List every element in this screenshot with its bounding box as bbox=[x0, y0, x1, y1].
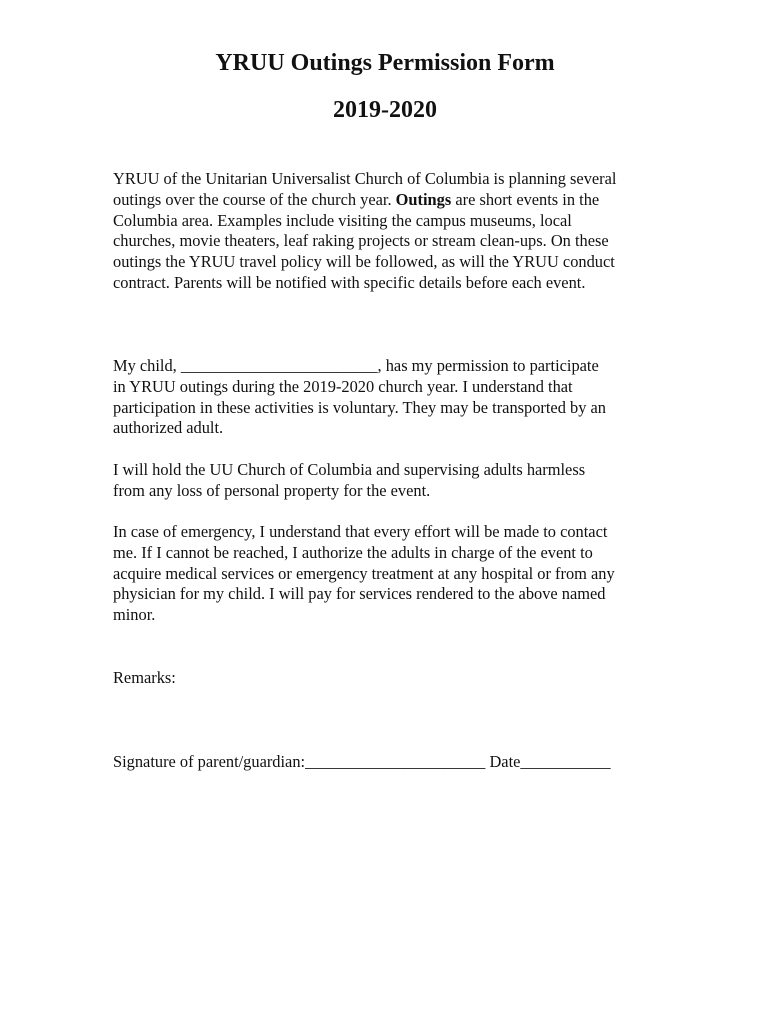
form-year: 2019-2020 bbox=[333, 97, 437, 123]
intro-bold-term: Outings bbox=[395, 189, 452, 209]
form-title: YRUU Outings Permission Form bbox=[215, 50, 555, 76]
intro-text-start: YRUU of the Unitarian Universalist Church of Columbia is planning several outings over the course of the church year. bbox=[113, 169, 617, 209]
emergency-paragraph: In case of emergency, I understand that every effort will be made to contact me. If I cannot be reached, I authorize the adults in charge of the event to acquire medical services or emergency treatment at any hospital or from any physician for my child. I will pay for services rendered to the above named minor. bbox=[113, 522, 615, 625]
intro-text-end: are short events in the Columbia area. Examples include visiting the campus museums, local churches, movie theaters, leaf raking projects or stream clean-ups. On these outings the YRUU travel policy will be followed, as will the YRUU conduct contract. Parents will be notified with specific details before each event. bbox=[113, 189, 615, 292]
remarks-label: Remarks: bbox=[113, 668, 176, 687]
harmless-paragraph: I will hold the UU Church of Columbia and supervising adults harmless from any loss of personal property for the event. bbox=[113, 460, 586, 500]
permission-paragraph: My child, ________________________, has my permission to participate in YRUU outings during the 2019-2020 church year. I understand that participation in these activities is voluntary. They may be transported by an authorized adult. bbox=[113, 356, 606, 438]
intro-paragraph bbox=[113, 169, 673, 294]
signature-line: Signature of parent/guardian:______________________ Date___________ bbox=[113, 752, 611, 771]
